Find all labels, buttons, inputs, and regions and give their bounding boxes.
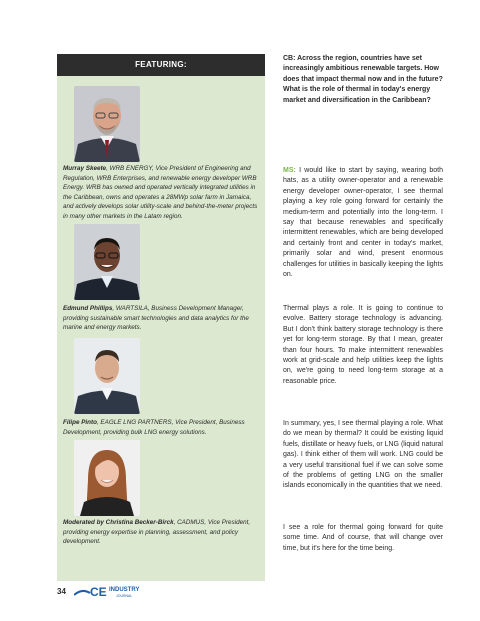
svg-text:CE: CE <box>90 585 107 599</box>
svg-text:INDUSTRY: INDUSTRY <box>109 587 140 593</box>
bio-christina-becker-birck <box>63 518 259 547</box>
bio-edmund-phillips <box>63 304 259 333</box>
answer-text: I would like to start by saying, wearing both hats, as a utility owner-operator and a renewable energy developer owner-operator, I see thermal playing a key role going forward for certainly the medium-term and potentially into the long-term. I say that because renewables and specifically intermittent renewables, which are being developed and certainly front and center in today's market, primarily solar and wind, present enormous challenges for utilities in basically keeping the lights on. <box>283 167 443 279</box>
bio-text: , WRB ENERGY, Vice President of Engineering and Regulation, WRB Enterprises, and renewable energy developer WRB Energy. WRB has owned and operated vertically integrated utilities in the Caribbean, owns and operates a 28MWp solar farm in Jamaica, and actively develops solar utility-scale and behind-the-meter projects in many other markets in the Latam region. <box>63 165 258 220</box>
bio-name: Murray Skeete <box>63 165 107 172</box>
bio-name: Moderated by Christina Becker-Birck <box>63 519 174 526</box>
bio-filipe-pinto <box>63 418 259 437</box>
bio-text: , CADMUS, Vice President, providing energy expertise in planning, assessment, and policy development. <box>63 519 251 546</box>
portrait-murray-skeete <box>74 86 140 162</box>
portrait-edmund-phillips <box>74 224 140 300</box>
svg-text:JOURNAL: JOURNAL <box>116 594 133 598</box>
bio-text: , WARTSILA, Business Development Manager, providing sustainable smart technologies and data analytics for the marine and energy markets. <box>63 305 249 332</box>
interview-question: CB: Across the region, countries have set increasingly ambitious renewable targets. How does that impact thermal now and in the future? What is the role of thermal in today's energy market and diversification in the Caribbean? <box>283 55 443 104</box>
bio-text: , EAGLE LNG PARTNERS, Vice President, Business Development, providing bulk LNG energy solutions. <box>63 419 245 436</box>
answer-paragraph-2: Thermal plays a role. It is going to continue to evolve. Battery storage technology is advancing. But I don't think battery storage technology is there yet for long-term storage. By that I mean, greater than four hours. To make intermittent renewables work at grid-scale and help utilities keep the lights on, we're going to need long-term storage at a reasonable price. <box>283 305 443 385</box>
answer-paragraph-4: I see a role for thermal going forward for quite some time. And of course, that will change over time, but it's here for the time being. <box>283 524 443 552</box>
answer-paragraph-1 <box>283 166 443 280</box>
portrait-filipe-pinto <box>74 338 140 414</box>
featuring-heading: FEATURING: <box>57 54 265 76</box>
bio-murray-skeete <box>63 164 259 222</box>
answer-paragraph-3: In summary, yes, I see thermal playing a role. What do we mean by thermal? It could be existing liquid fuels, distillate or heavy fuels, or LNG (liquid natural gas). I think either of them will work. LNG could be a very useful transitional fuel if we can solve some of the problems of getting LNG on the smaller islands economically in the quantities that we need. <box>283 420 443 490</box>
speaker-label: MS: <box>283 167 296 174</box>
ce-industry-journal-logo <box>74 580 144 602</box>
page-number: 34 <box>57 587 66 596</box>
portrait-christina-becker-birck <box>74 440 140 516</box>
bio-name: Filipe Pinto <box>63 419 97 426</box>
bio-name: Edmund Phillips <box>63 305 113 312</box>
